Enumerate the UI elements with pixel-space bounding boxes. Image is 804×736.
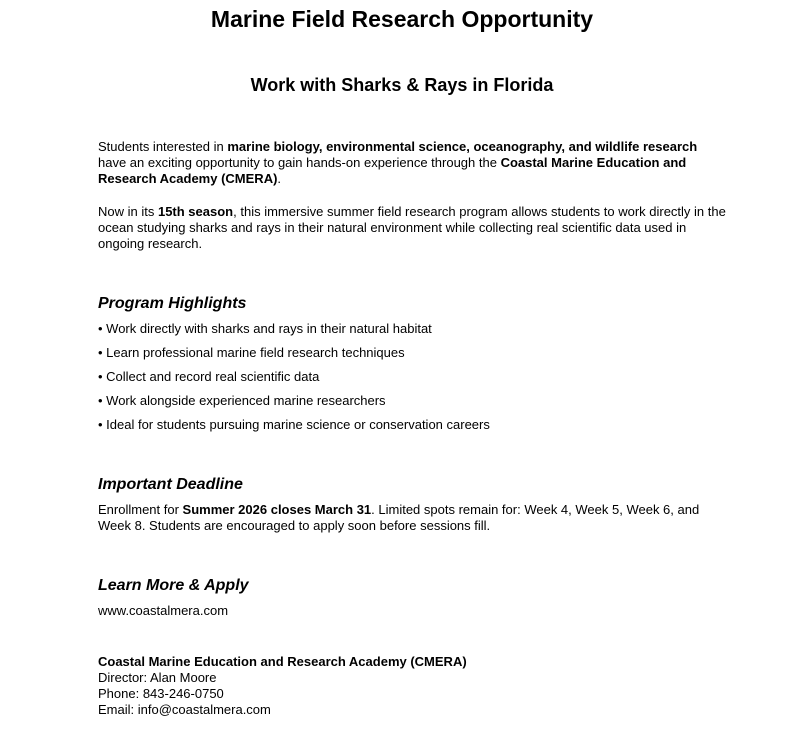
- season-text-2: , this immersive summer field research program allows students to work directly in the ocean studying sharks and rays in their natural environment while collecting real scientific data used in ongoing research.: [98, 204, 726, 251]
- contact-email: Email: info@coastalmera.com: [98, 702, 271, 717]
- intro-academy-bold: Coastal Marine Education and Research Academy (CMERA): [98, 155, 687, 186]
- contact-phone: Phone: 843-246-0750: [98, 686, 224, 701]
- learn-more-heading: Learn More & Apply: [98, 577, 249, 594]
- list-item: • Learn professional marine field research techniques: [98, 345, 405, 360]
- page-subtitle: Work with Sharks & Rays in Florida: [250, 75, 554, 95]
- list-item: • Work directly with sharks and rays in their natural habitat: [98, 321, 432, 336]
- deadline-paragraph: [98, 502, 708, 534]
- deadline-bold: Summer 2026 closes March 31: [182, 502, 372, 517]
- intro-paragraph: [98, 139, 728, 187]
- intro-fields-bold: marine biology, environmental science, oceanography, and wildlife research: [227, 139, 698, 154]
- deadline-heading: Important Deadline: [98, 476, 243, 493]
- page-title: Marine Field Research Opportunity: [210, 6, 594, 32]
- contact-director: Director: Alan Moore: [98, 670, 217, 685]
- contact-block: [98, 654, 467, 718]
- intro-text-2: have an exciting opportunity to gain hands-on experience through the: [98, 155, 501, 170]
- list-item: • Work alongside experienced marine researchers: [98, 393, 386, 408]
- website-url: www.coastalmera.com: [98, 603, 229, 618]
- list-item: • Ideal for students pursuing marine science or conservation careers: [98, 417, 490, 432]
- contact-org: Coastal Marine Education and Research Academy (CMERA): [98, 654, 467, 669]
- season-paragraph: [98, 204, 728, 252]
- season-bold: 15th season: [157, 204, 234, 219]
- intro-text-1: Students interested in: [98, 139, 228, 154]
- deadline-text-1: Enrollment for: [98, 502, 183, 517]
- highlights-heading: Program Highlights: [98, 295, 247, 312]
- deadline-text-2: . Limited spots remain for: Week 4, Week 5, Week 6, and Week 8. Students are encouraged to apply soon before sessions fill.: [98, 502, 700, 533]
- list-item: • Collect and record real scientific data: [98, 369, 320, 384]
- highlights-list: [98, 321, 490, 441]
- intro-text-3: .: [277, 171, 282, 186]
- season-text-1: Now in its: [98, 204, 158, 219]
